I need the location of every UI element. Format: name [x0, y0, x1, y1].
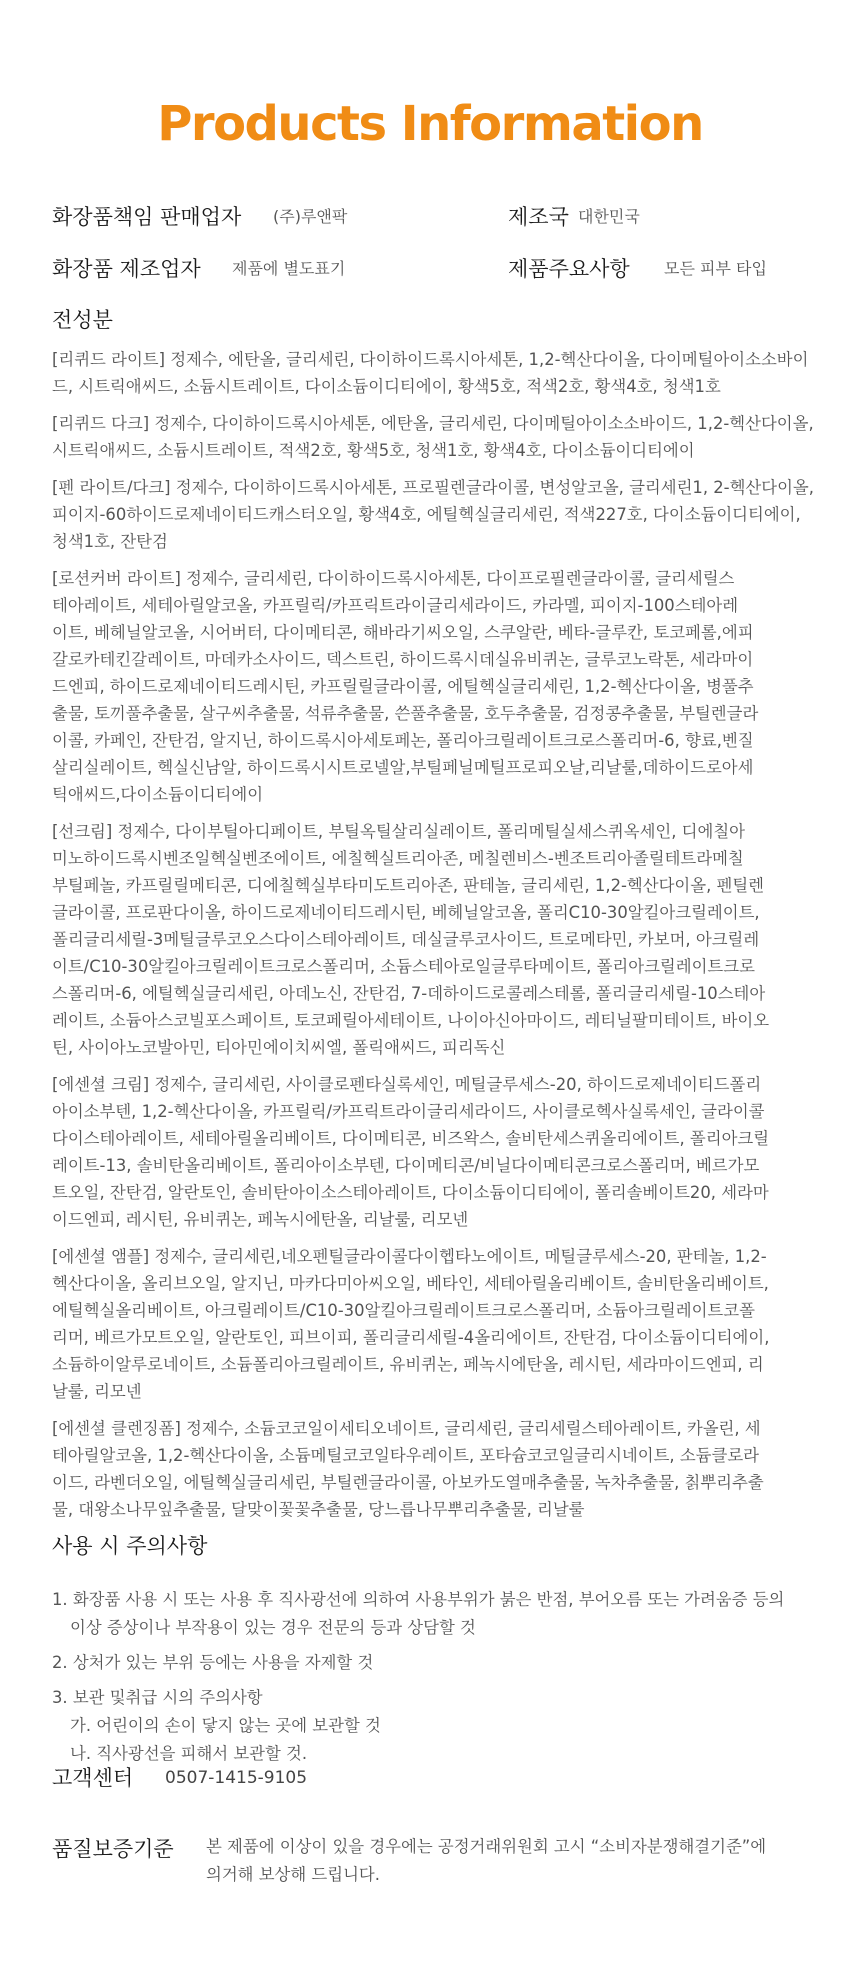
quality-label: 품질보증기준 — [52, 1837, 174, 1861]
ingredients-heading: 전성분 — [52, 308, 113, 332]
ingredient-paragraph — [52, 818, 844, 1061]
ingredient-line: 피이지-60하이드로제네이티드캐스터오일, 황색4호, 에틸헥실글리세린, 적색227호, 다이소듐이디티에이, — [52, 505, 801, 524]
caution-item-1-cont: 이상 증상이나 부작용이 있는 경우 전문의 등과 상담할 것 — [70, 1618, 476, 1637]
caution-list — [52, 1586, 842, 1768]
spec-value: 모든 피부 타입 — [664, 259, 767, 278]
ingredient-line: 헥산다이올, 올리브오일, 알지닌, 마카다미아씨오일, 베타인, 세테아릴올리베이트, 솔비탄올리베이트, — [52, 1274, 769, 1293]
ingredient-line: 드엔피, 하이드로제네이티드레시틴, 카프릴릴글라이콜, 에틸헥실글리세린, 1,2-헥산다이올, 병풀추 — [52, 677, 754, 696]
caution-heading: 사용 시 주의사항 — [52, 1534, 208, 1558]
ingredient-line: 스폴리머-6, 에틸헥실글리세린, 아데노신, 잔탄검, 7-데하이드로콜레스테롤, 폴리글리세릴-10스테아 — [52, 984, 766, 1003]
seller-label: 화장품책임 판매업자 — [52, 205, 242, 229]
ingredient-line: 이트, 베헤닐알코올, 시어버터, 다이메티콘, 해바라기씨오일, 스쿠알란, 베타-글루칸, 토코페롤,에피 — [52, 623, 754, 642]
ingredient-line: 틴, 사이아노코발아민, 티아민에이치씨엘, 폴릭애씨드, 피리독신 — [52, 1038, 506, 1057]
ingredient-line: [리퀴드 다크] 정제수, 다이하이드록시아세톤, 에탄올, 글리세린, 다이메틸아이소소바이드, 1,2-헥산다이올, — [52, 414, 814, 433]
ingredient-paragraph — [52, 1071, 844, 1233]
spec-label: 제품주요사항 — [508, 257, 630, 281]
ingredient-line: 다이스테아레이트, 세테아릴올리베이트, 다이메티콘, 비즈왁스, 솔비탄세스퀴올리에이트, 폴리아크릴 — [52, 1129, 770, 1148]
ingredient-line: [펜 라이트/다크] 정제수, 다이하이드록시아세톤, 프로필렌글라이콜, 변성알코올, 글리세린1, 2-헥산다이올, — [52, 478, 814, 497]
ingredient-line: [로션커버 라이트] 정제수, 글리세린, 다이하이드록시아세톤, 다이프로필렌글라이콜, 글리세릴스 — [52, 569, 735, 588]
caution-item-3: 3. 보관 및취급 시의 주의사항 — [52, 1688, 263, 1707]
ingredient-line: 부틸페놀, 카프릴릴메티콘, 디에칠헥실부타미도트리아존, 판테놀, 글리세린, 1,2-헥산다이올, 펜틸렌 — [52, 876, 765, 895]
ingredient-line: [리퀴드 라이트] 정제수, 에탄올, 글리세린, 다이하이드록시아세톤, 1,2-헥산다이올, 다이메틸아이소소바이 — [52, 350, 809, 369]
ingredient-line: 레이트, 소듐아스코빌포스페이트, 토코페릴아세테이트, 나이아신아마이드, 레티닐팔미테이트, 바이오 — [52, 1011, 770, 1030]
ingredient-paragraph — [52, 1243, 844, 1405]
country-label: 제조국 — [508, 205, 569, 229]
ingredient-line: 이드, 라벤더오일, 에틸헥실글리세린, 부틸렌글라이콜, 아보카도열매추출물, 녹차추출물, 칡뿌리추출 — [52, 1473, 764, 1492]
quality-line-2: 의거해 보상해 드립니다. — [206, 1865, 380, 1884]
caution-item-3-a: 가. 어린이의 손이 닿지 않는 곳에 보관할 것 — [70, 1716, 381, 1735]
country-value: 대한민국 — [578, 207, 640, 226]
ingredient-line: 물, 대왕소나무잎추출물, 달맞이꽃꽃추출물, 당느릅나무뿌리추출물, 리날룰 — [52, 1500, 585, 1519]
ingredient-line: 이콜, 카페인, 잔탄검, 알지닌, 하이드록시아세토페논, 폴리아크릴레이트크로스폴리머-6, 향료,벤질 — [52, 731, 754, 750]
ingredient-line: 갈로카테킨갈레이트, 마데카소사이드, 덱스트린, 하이드록시데실유비퀴논, 글루코노락톤, 세라마이 — [52, 650, 754, 669]
ingredient-line: 이드엔피, 레시틴, 유비퀴논, 페녹시에탄올, 리날룰, 리모넨 — [52, 1210, 469, 1229]
ingredient-line: 폴리글리세릴-3메틸글루코오스다이스테아레이트, 데실글루코사이드, 트로메타민, 카보머, 아크릴레 — [52, 930, 760, 949]
page-title: Products Information — [157, 96, 703, 152]
ingredient-line: 에틸헥실올리베이트, 아크릴레이트/C10-30알킬아크릴레이트크로스폴리머, 소듐아크릴레이트코폴 — [52, 1301, 755, 1320]
ingredient-paragraph — [52, 410, 844, 464]
ingredient-line: 아이소부텐, 1,2-헥산다이올, 카프릴릭/카프릭트라이글리세라이드, 사이클로헥사실록세인, 글라이콜 — [52, 1102, 765, 1121]
ingredient-line: 글라이콜, 프로판다이올, 하이드로제네이티드레시틴, 베헤닐알코올, 폴리C10-30알킬아크릴레이트, — [52, 903, 760, 922]
ingredient-line: 테아레이트, 세테아릴알코올, 카프릴릭/카프릭트라이글리세라이드, 카라멜, 피이지-100스테아레 — [52, 596, 739, 615]
quality-line-1: 본 제품에 이상이 있을 경우에는 공정거래위원회 고시 “소비자분쟁해결기준”에 — [206, 1837, 767, 1856]
caution-item-2: 2. 상처가 있는 부위 등에는 사용을 자제할 것 — [52, 1653, 374, 1672]
ingredient-paragraph — [52, 565, 844, 808]
ingredient-line: 테아릴알코올, 1,2-헥산다이올, 소듐메틸코코일타우레이트, 포타슘코코일글리시네이트, 소듐클로라 — [52, 1446, 759, 1465]
ingredient-paragraph — [52, 346, 844, 400]
ingredient-line: 출물, 토끼풀추출물, 살구씨추출물, 석류추출물, 쓴풀추출물, 호두추출물, 검정콩추출물, 부틸렌글라 — [52, 704, 759, 723]
caution-item-3-b: 나. 직사광선을 피해서 보관할 것. — [70, 1744, 308, 1763]
ingredient-line: 이트/C10-30알킬아크릴레이트크로스폴리머, 소듐스테아로일글루타메이트, 폴리아크릴레이트크로 — [52, 957, 755, 976]
ingredients-list — [52, 346, 844, 1533]
ingredient-line: 살리실레이트, 헥실신남알, 하이드록시시트로넬알,부틸페닐메틸프로피오날,리날룰,데하이드로아세 — [52, 758, 754, 777]
quality-text — [206, 1833, 826, 1889]
caution-item-1: 1. 화장품 사용 시 또는 사용 후 직사광선에 의하여 사용부위가 붉은 반점, 부어오름 또는 가려움증 등의 — [52, 1590, 785, 1609]
support-phone: 0507-1415-9105 — [165, 1768, 308, 1788]
ingredient-line: [에센셜 앰플] 정제수, 글리세린,네오펜틸글라이콜다이헵타노에이트, 메틸글루세스-20, 판테놀, 1,2- — [52, 1247, 767, 1266]
ingredient-paragraph — [52, 474, 844, 555]
ingredient-line: 트오일, 잔탄검, 알란토인, 솔비탄아이소스테아레이트, 다이소듐이디티에이, 폴리솔베이트20, 세라마 — [52, 1183, 769, 1202]
maker-value: 제품에 별도표기 — [232, 259, 346, 278]
maker-label: 화장품 제조업자 — [52, 257, 201, 281]
ingredient-line: 틱애씨드,다이소듐이디티에이 — [52, 785, 264, 804]
ingredient-line: 드, 시트릭애씨드, 소듐시트레이트, 다이소듐이디티에이, 황색5호, 적색2호, 황색4호, 청색1호 — [52, 377, 721, 396]
ingredient-line: 소듐하이알루로네이트, 소듐폴리아크릴레이트, 유비퀴논, 페녹시에탄올, 레시틴, 세라마이드엔피, 리 — [52, 1355, 764, 1374]
ingredient-paragraph — [52, 1415, 844, 1523]
ingredient-line: [에센셜 클렌징폼] 정제수, 소듐코코일이세티오네이트, 글리세린, 글리세릴스테아레이트, 카올린, 세 — [52, 1419, 761, 1438]
support-label: 고객센터 — [52, 1766, 134, 1790]
ingredient-line: 레이트-13, 솔비탄올리베이트, 폴리아이소부텐, 다이메티콘/비닐다이메티콘크로스폴리머, 베르가모 — [52, 1156, 760, 1175]
ingredient-line: 미노하이드록시벤조일헥실벤조에이트, 에칠헥실트리아존, 메칠렌비스-벤조트리아졸릴테트라메칠 — [52, 849, 744, 868]
ingredient-line: [선크림] 정제수, 다이부틸아디페이트, 부틸옥틸살리실레이트, 폴리메틸실세스퀴옥세인, 디에칠아 — [52, 822, 746, 841]
ingredient-line: 청색1호, 잔탄검 — [52, 532, 168, 551]
seller-value: (주)루앤팍 — [273, 207, 348, 226]
ingredient-line: 리머, 베르가모트오일, 알란토인, 피브이피, 폴리글리세릴-4올리에이트, 잔탄검, 다이소듐이디티에이, — [52, 1328, 770, 1347]
ingredient-line: 시트릭애씨드, 소듐시트레이트, 적색2호, 황색5호, 청색1호, 황색4호, 다이소듐이디티에이 — [52, 441, 695, 460]
ingredient-line: 날룰, 리모넨 — [52, 1382, 142, 1401]
ingredient-line: [에센셜 크림] 정제수, 글리세린, 사이클로펜타실록세인, 메틸글루세스-20, 하이드로제네이티드폴리 — [52, 1075, 762, 1094]
